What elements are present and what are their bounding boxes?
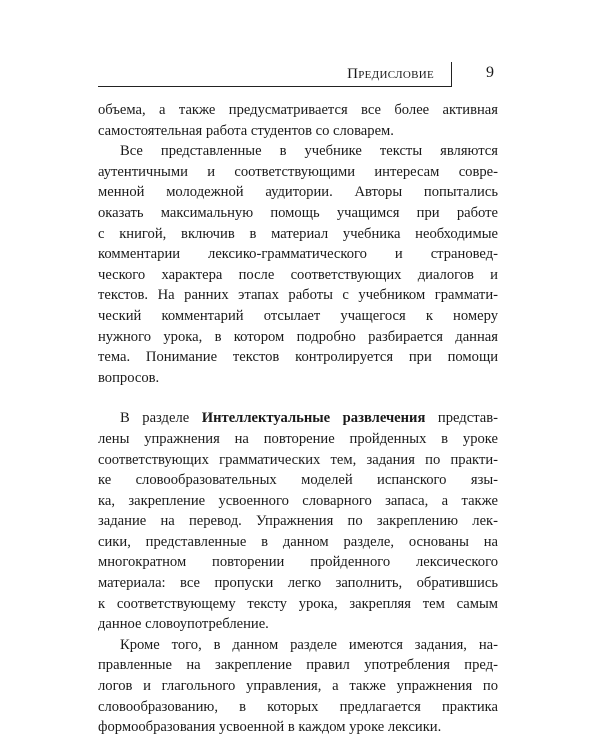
text-line: менной молодежной аудитории. Авторы попытались bbox=[98, 184, 498, 201]
text-line: словообразованию, в которых предлагается практика bbox=[98, 698, 498, 715]
text-line: текстов. На ранних этапах работы с учебником граммати- bbox=[98, 287, 498, 304]
text-fragment: представ- bbox=[425, 410, 498, 427]
section-gap bbox=[98, 388, 498, 408]
text-line: задание на перевод. Упражнения по закреплению лек- bbox=[98, 513, 498, 530]
body-text bbox=[98, 100, 498, 738]
text-line: лены упражнения на повторение пройденных в уроке bbox=[98, 430, 498, 447]
header-divider-vertical bbox=[451, 62, 452, 86]
text-line: данное словоупотребление. bbox=[98, 616, 269, 633]
text-line: ческий комментарий отсылает учащегося к номеру bbox=[98, 307, 498, 324]
text-line: объема, а также предусматривается все более активная bbox=[98, 102, 498, 118]
text-line: нужного урока, в котором подробно разбирается данная bbox=[98, 328, 498, 345]
text-line: аутентичными и соответствующими интересам совре- bbox=[98, 163, 498, 180]
paragraph-4 bbox=[98, 635, 498, 738]
text-line: соответствующих грамматических тем, задания по практи- bbox=[98, 451, 498, 468]
section-title: Предисловие bbox=[347, 66, 434, 82]
text-line: Кроме того, в данном разделе имеются задания, на- bbox=[120, 636, 498, 653]
text-line: ческого характера после соответствующих диалогов и bbox=[98, 266, 498, 283]
text-line: логов и глагольного управления, а также упражнения по bbox=[98, 678, 498, 695]
header-rule bbox=[98, 86, 452, 87]
paragraph-1 bbox=[98, 100, 498, 141]
text-line: формообразования усвоенной в каждом уроке лексики. bbox=[98, 719, 442, 736]
text-line: вопросов. bbox=[98, 369, 160, 386]
text-line: правленные на закрепление правил употребления пред- bbox=[98, 657, 498, 674]
text-line: ка, закрепление усвоенного словарного запаса, а также bbox=[98, 492, 498, 509]
text-line: многократном повторении пройденного лексического bbox=[98, 554, 498, 571]
paragraph-2 bbox=[98, 141, 498, 388]
running-header bbox=[98, 62, 498, 92]
paragraph-3 bbox=[98, 408, 498, 635]
section-name-bold: Интеллектуальные развлечения bbox=[201, 410, 426, 427]
text-line: тема. Понимание текстов контролируется при помощи bbox=[98, 349, 498, 366]
text-line: с книгой, включив в материал учебника необходимые bbox=[98, 225, 498, 242]
text-line: к соответствующему тексту урока, закрепляя тем самым bbox=[98, 595, 498, 612]
text-line: ке словообразовательных моделей испанского язы- bbox=[98, 472, 498, 489]
text-line: Все представленные в учебнике тексты являются bbox=[120, 143, 498, 160]
page-number: 9 bbox=[486, 64, 494, 81]
text-line: материала: все пропуски легко заполнить, обратившись bbox=[98, 575, 498, 592]
text-line: комментарии лексико-грамматического и страновед- bbox=[98, 246, 498, 263]
text-line-with-term bbox=[98, 408, 498, 429]
text-line: сики, представленные в данном разделе, основаны на bbox=[98, 533, 498, 550]
text-fragment: В разделе bbox=[120, 410, 202, 427]
text-line: самостоятельная работа студентов со словарем. bbox=[98, 122, 394, 139]
text-line: оказать максимальную помощь учащимся при работе bbox=[98, 204, 498, 221]
